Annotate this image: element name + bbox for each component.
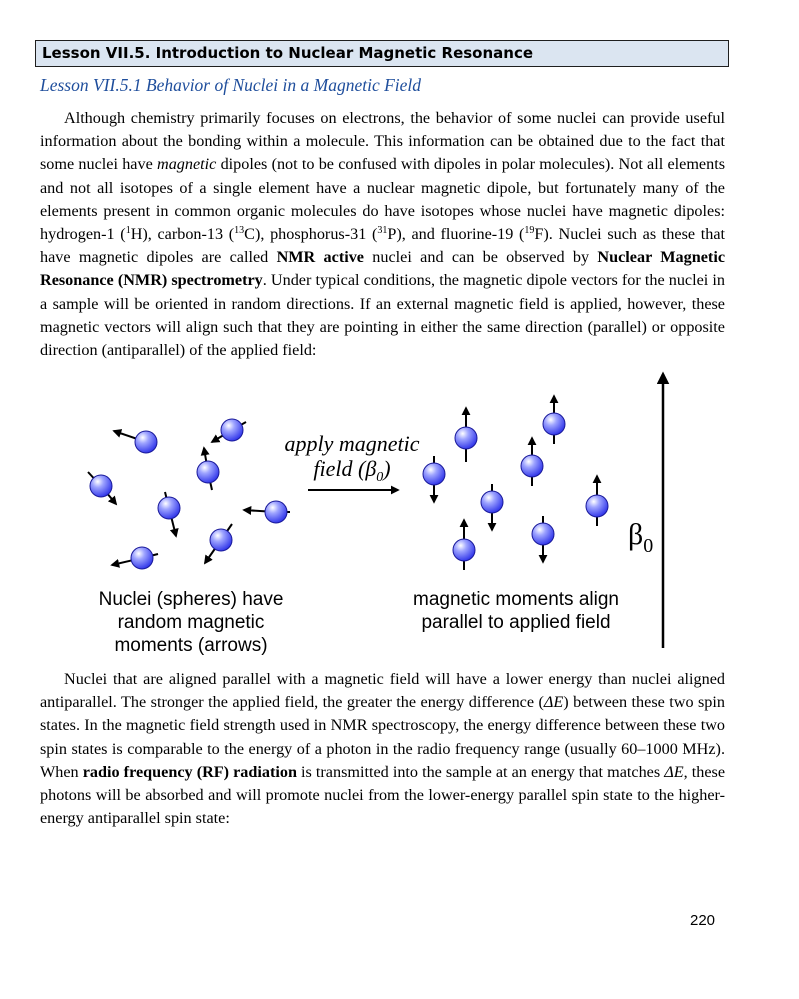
para1-text-2: dipoles (not to be confused with dipoles in polar molecules). Not all elements and not all isotopes of a single element have a nuclear magnetic dipole, but fortunately many of the elements present in common organic molecules do have isotopes whose nuclei have magnetic dipoles: hydrogen-1 ( <box>40 155 726 244</box>
para1-h: H), carbon-13 ( <box>130 225 235 244</box>
para1-c: C), phosphorus-31 ( <box>244 225 378 244</box>
para2-text-3: is transmitted into the sample at an energy that matches <box>296 762 665 781</box>
right-caption-line: magnetic moments align <box>413 589 619 610</box>
nucleus-aligned <box>453 520 475 570</box>
nucleus-random <box>88 472 116 504</box>
nucleus-random <box>114 431 157 453</box>
paragraph-intro <box>40 107 725 362</box>
f-mass-number: 19 <box>524 225 535 237</box>
para1-text-4: . Under typical conditions, the magnetic dipole vectors for the nuclei in a sample will be oriented in random directions. If an external magnetic field is applied, however, these magnetic vectors will align such that they are pointing in either the same direction (parallel) or opposite direction (antiparallel) of the applied field: <box>40 271 725 360</box>
nucleus-random <box>112 547 158 569</box>
para1-f: F). Nuclei such as these that have magnetic dipoles are called <box>40 225 726 267</box>
nucleus-aligned <box>532 516 554 562</box>
para1-text-3: nuclei and can be observed by <box>364 248 598 267</box>
nucleus-aligned <box>423 456 445 502</box>
random-nuclei-group <box>88 419 290 569</box>
apply-field-close: ) <box>383 456 391 481</box>
para2-text-2: ) between these two spin states. In the magnetic field strength used in NMR spectroscopy, the energy difference between these two spin states is comparable to the energy of a photon in the radio frequency range (usually 60–1000 MHz). When <box>40 693 725 781</box>
apply-field-annotation <box>284 431 419 490</box>
aligned-nuclei-group <box>423 396 608 570</box>
apply-field-line2 <box>313 456 390 485</box>
right-caption-line: parallel to applied field <box>421 612 611 633</box>
nucleus-aligned <box>481 484 503 530</box>
left-caption-line: Nuclei (spheres) have <box>98 589 284 610</box>
nucleus-random <box>197 448 219 490</box>
apply-field-line1: apply magnetic <box>284 431 420 456</box>
page-number: 220 <box>690 912 716 929</box>
right-caption <box>413 589 619 633</box>
para1-magnetic: magnetic <box>157 155 217 174</box>
delta-e-1: ΔE <box>543 693 564 712</box>
nmr-alignment-figure <box>0 360 799 660</box>
term-nmr-active: NMR active <box>276 248 364 267</box>
para1-text-1: Although chemistry primarily focuses on electrons, the behavior of some nuclei can provide useful information about the bonding within a molecule. This information can be obtained due to the fact that some nuclei have <box>40 109 725 174</box>
p-mass-number: 31 <box>377 225 388 237</box>
section-title: Lesson VII.5.1 Behavior of Nuclei in a Magnetic Field <box>40 75 422 95</box>
nucleus-aligned <box>521 438 543 486</box>
term-rf-radiation: radio frequency (RF) radiation <box>82 762 297 781</box>
h-mass-number: 1 <box>125 225 131 237</box>
nucleus-random <box>244 501 290 523</box>
term-nmr-spectrometry: Nuclear Magnetic Resonance (NMR) spectrometry <box>40 248 725 290</box>
apply-field-subscript: 0 <box>376 470 384 485</box>
apply-field-text: field (β <box>313 456 377 481</box>
delta-e-2: ΔE <box>664 762 684 781</box>
left-caption-line: random magnetic <box>117 612 265 633</box>
para1-p: P), and fluorine-19 ( <box>387 225 525 244</box>
c-mass-number: 13 <box>234 225 245 237</box>
beta0-label <box>628 518 653 557</box>
nucleus-aligned <box>586 476 608 526</box>
nucleus-aligned <box>543 396 565 444</box>
beta0-symbol: β <box>628 518 644 551</box>
para2-text-4: , these photons will be absorbed and will promote nuclei from the lower-energy parallel spin state to the higher-energy antiparallel spin state: <box>40 762 726 828</box>
left-caption-line: moments (arrows) <box>114 635 268 656</box>
left-caption <box>99 589 284 656</box>
beta0-subscript: 0 <box>643 535 654 557</box>
lesson-header: Lesson VII.5. Introduction to Nuclear Magnetic Resonance <box>35 40 729 67</box>
nucleus-random <box>205 524 232 563</box>
nucleus-aligned <box>455 408 477 462</box>
paragraph-energy <box>40 668 725 830</box>
nucleus-random <box>212 419 246 442</box>
para2-text-1: Nuclei that are aligned parallel with a magnetic field will have a lower energy than nuclei aligned antiparallel. The stronger the applied field, the greater the energy difference ( <box>40 670 725 712</box>
nucleus-random <box>158 492 180 536</box>
